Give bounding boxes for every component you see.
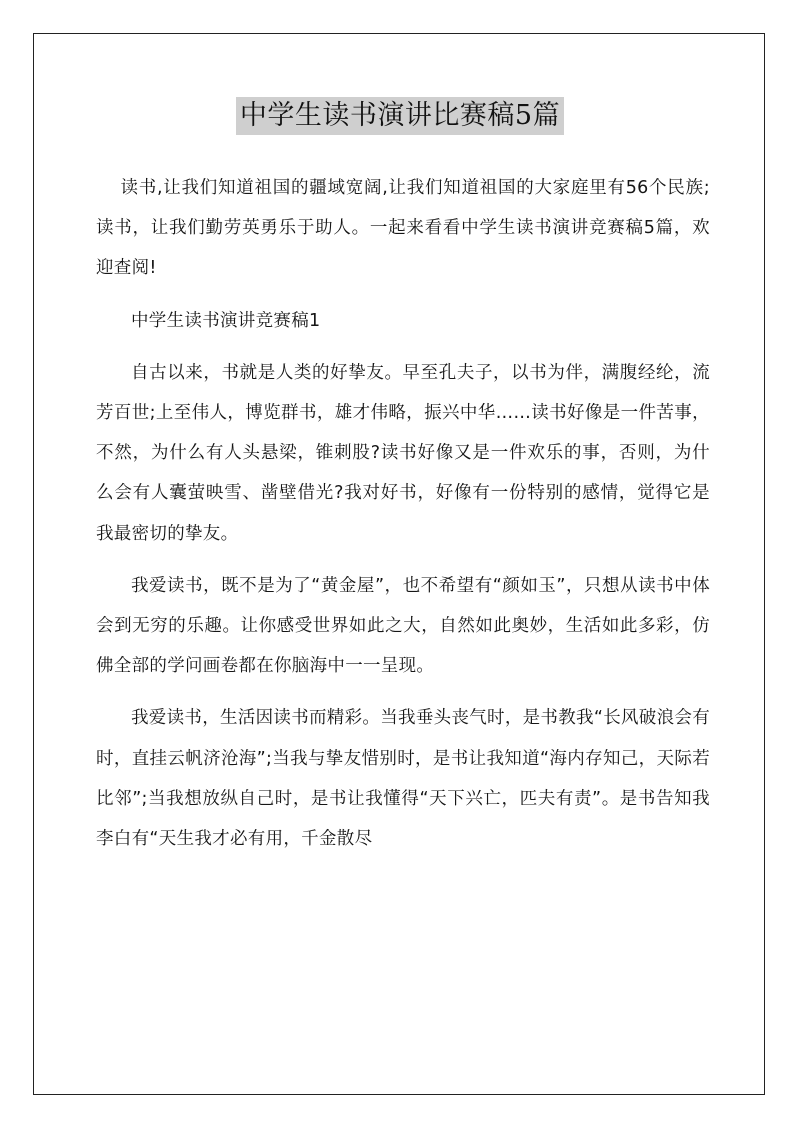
body-paragraph: 自古以来，书就是人类的好挚友。早至孔夫子，以书为伴，满腹经纶，流芳百世;上至伟人，博览群书，雄才伟略，振兴中华……读书好像是一件苦事，不然，为什么有人头悬梁，锥刺股?读书好像又是一件欢乐的事，否则，为什么会有人囊萤映雪、凿壁借光?我对好书，好像有一份特别的感情，觉得它是我最密切的挚友。	[96, 362, 710, 544]
intro-paragraph: 读书,让我们知道祖国的疆域宽阔,让我们知道祖国的大家庭里有56个民族;读书，让我们勤劳英勇乐于助人。一起来看看中学生读书演讲竞赛稿5篇，欢迎查阅!	[96, 178, 710, 279]
section-heading: 中学生读书演讲竞赛稿1	[131, 310, 321, 331]
document-title: 中学生读书演讲比赛稿5篇	[236, 97, 564, 135]
title-container	[0, 97, 800, 135]
body-paragraph: 我爱读书，既不是为了“黄金屋”，也不希望有“颜如玉”，只想从读书中体会到无穷的乐趣。让你感受世界如此之大，自然如此奥妙，生活如此多彩，仿佛全部的学问画卷都在你脑海中一一呈现。	[96, 575, 710, 677]
body-paragraph: 我爱读书，生活因读书而精彩。当我垂头丧气时，是书教我“长风破浪会有时，直挂云帆济沧海”;当我与挚友惜别时，是书让我知道“海内存知己，天际若比邻”;当我想放纵自己时，是书让我懂得“天下兴亡，匹夫有责”。是书告知我李白有“天生我才必有用，千金散尽	[96, 708, 710, 850]
document-body	[96, 168, 710, 859]
